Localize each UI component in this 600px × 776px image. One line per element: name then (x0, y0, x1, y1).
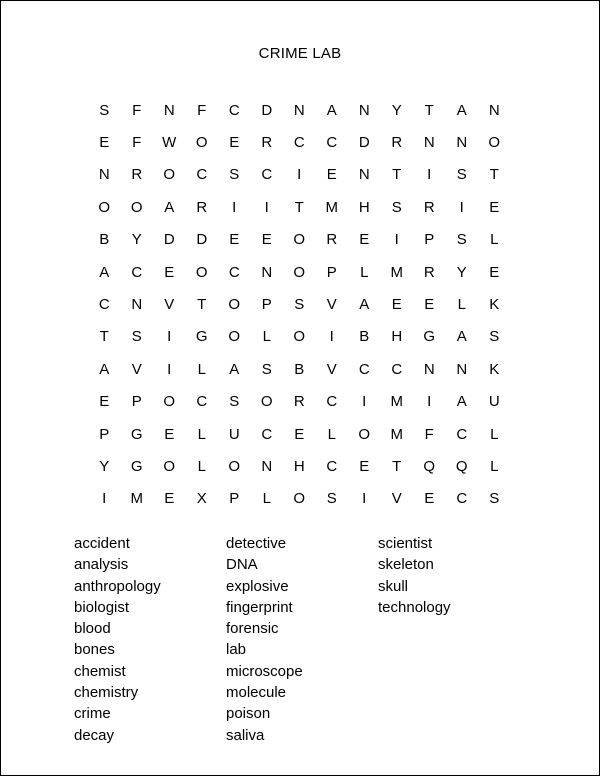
grid-letter: R (423, 198, 435, 216)
grid-letter: L (262, 328, 271, 346)
grid-letter: O (228, 457, 241, 475)
grid-letter: V (391, 490, 402, 508)
word-list-column (378, 533, 530, 746)
word-list-item: molecule (226, 684, 287, 702)
grid-letter: N (423, 360, 435, 378)
grid-letter: D (196, 231, 208, 249)
grid-letter: A (456, 101, 467, 119)
grid-letter: C (131, 263, 143, 281)
word-list-item: fingerprint (226, 598, 293, 616)
grid-letter: N (131, 296, 143, 314)
word-list-item: decay (74, 726, 115, 744)
grid-letter: E (359, 457, 370, 475)
grid-letter: W (162, 134, 177, 152)
grid-letter: E (359, 231, 370, 249)
grid-letter: C (456, 425, 468, 443)
grid-letter: A (99, 263, 110, 281)
grid-letter: D (261, 101, 273, 119)
grid-letter: R (131, 166, 143, 184)
word-list-item: technology (378, 598, 451, 616)
grid-letter: A (456, 393, 467, 411)
grid-letter: C (391, 360, 403, 378)
grid-letter: E (261, 231, 272, 249)
grid-letter: P (424, 231, 435, 249)
grid-letter: S (391, 198, 402, 216)
grid-letter: E (489, 263, 500, 281)
grid-letter: O (163, 166, 176, 184)
grid-letter: M (130, 490, 143, 508)
grid-letter: N (358, 101, 370, 119)
grid-letter: R (391, 134, 403, 152)
letter-grid (88, 94, 511, 515)
grid-letter: Y (99, 457, 110, 475)
grid-letter: H (358, 198, 370, 216)
grid-letter: N (488, 101, 500, 119)
grid-letter: I (264, 198, 269, 216)
grid-letter: N (261, 457, 273, 475)
grid-letter: S (229, 393, 240, 411)
grid-letter: K (489, 296, 500, 314)
word-list-item: blood (74, 620, 111, 638)
grid-letter: O (163, 393, 176, 411)
grid-letter: M (390, 263, 403, 281)
grid-letter: S (489, 490, 500, 508)
grid-letter: L (457, 296, 466, 314)
grid-letter: O (293, 263, 306, 281)
grid-letter: A (164, 198, 175, 216)
grid-letter: E (229, 134, 240, 152)
grid-letter: O (195, 134, 208, 152)
word-list-item: crime (74, 705, 111, 723)
grid-letter: N (358, 166, 370, 184)
grid-letter: E (99, 134, 110, 152)
grid-letter: P (99, 425, 110, 443)
grid-letter: P (229, 490, 240, 508)
grid-letter: E (99, 393, 110, 411)
word-list-item: DNA (226, 556, 258, 574)
grid-letter: E (294, 425, 305, 443)
grid-letter: L (327, 425, 336, 443)
grid-letter: V (326, 296, 337, 314)
word-list-column (74, 533, 226, 746)
grid-letter: T (424, 101, 434, 119)
grid-letter: N (423, 134, 435, 152)
grid-letter: N (98, 166, 110, 184)
grid-letter: I (362, 393, 367, 411)
word-list-item: detective (226, 535, 287, 552)
grid-letter: E (489, 198, 500, 216)
grid-letter: A (326, 101, 337, 119)
grid-letter: P (326, 263, 337, 281)
grid-letter: E (391, 296, 402, 314)
grid-letter: O (98, 198, 111, 216)
grid-letter: L (490, 425, 499, 443)
grid-letter: M (390, 393, 403, 411)
grid-letter: O (293, 231, 306, 249)
grid-letter: C (196, 393, 208, 411)
grid-letter: V (326, 360, 337, 378)
word-list-item: lab (226, 641, 247, 659)
grid-letter: R (423, 263, 435, 281)
grid-letter: C (196, 166, 208, 184)
word-list-item: microscope (226, 662, 303, 680)
grid-letter: I (297, 166, 302, 184)
grid-letter: L (197, 360, 206, 378)
grid-letter: Q (455, 457, 468, 475)
word-list-item: biologist (74, 598, 130, 616)
word-list-item: forensic (226, 620, 279, 638)
grid-letter: T (294, 198, 304, 216)
grid-letter: V (164, 296, 175, 314)
word-list-item: skeleton (378, 556, 434, 574)
grid-letter: C (326, 457, 338, 475)
grid-letter: O (228, 328, 241, 346)
grid-letter: N (261, 263, 273, 281)
grid-letter: O (195, 263, 208, 281)
grid-letter: S (456, 231, 467, 249)
grid-letter: U (228, 425, 240, 443)
grid-letter: L (490, 457, 499, 475)
grid-letter: D (358, 134, 370, 152)
grid-letter: I (362, 490, 367, 508)
grid-letter: T (99, 328, 109, 346)
grid-letter: E (326, 166, 337, 184)
grid-letter: I (232, 198, 237, 216)
grid-letter: R (326, 231, 338, 249)
word-list-item: anthropology (74, 577, 161, 595)
grid-letter: S (294, 296, 305, 314)
grid-letter: E (229, 231, 240, 249)
grid-letter: I (394, 231, 399, 249)
grid-letter: K (489, 360, 500, 378)
grid-letter: P (261, 296, 272, 314)
grid-letter: O (163, 457, 176, 475)
grid-letter: M (390, 425, 403, 443)
grid-letter: T (489, 166, 499, 184)
grid-letter: I (167, 360, 172, 378)
grid-letter: E (424, 490, 435, 508)
grid-letter: A (359, 296, 370, 314)
grid-letter: V (131, 360, 142, 378)
grid-letter: R (293, 393, 305, 411)
word-list-item: explosive (226, 577, 289, 595)
grid-letter: B (359, 328, 370, 346)
grid-letter: I (167, 328, 172, 346)
grid-letter: X (196, 490, 207, 508)
grid-letter: C (228, 101, 240, 119)
word-list-item: saliva (226, 726, 265, 744)
grid-letter: F (424, 425, 434, 443)
grid-letter: I (427, 166, 432, 184)
grid-letter: C (261, 166, 273, 184)
grid-letter: Y (131, 231, 142, 249)
grid-letter: C (456, 490, 468, 508)
grid-letter: S (229, 166, 240, 184)
grid-letter: G (130, 425, 143, 443)
grid-letter: G (423, 328, 436, 346)
grid-letter: Q (423, 457, 436, 475)
grid-letter: C (326, 134, 338, 152)
word-list-item: analysis (74, 556, 129, 574)
word-list-column (226, 533, 378, 746)
grid-letter: N (456, 360, 468, 378)
word-list (74, 533, 530, 746)
grid-letter: R (196, 198, 208, 216)
grid-letter: A (99, 360, 110, 378)
word-list-item: skull (378, 577, 409, 595)
grid-letter: D (163, 231, 175, 249)
grid-letter: Y (456, 263, 467, 281)
grid-letter: I (329, 328, 334, 346)
grid-letter: C (261, 425, 273, 443)
grid-letter: S (99, 101, 110, 119)
grid-letter: Y (391, 101, 402, 119)
grid-letter: T (392, 166, 402, 184)
word-list-item: poison (226, 705, 271, 723)
grid-letter: I (459, 198, 464, 216)
grid-letter: B (99, 231, 110, 249)
grid-letter: R (261, 134, 273, 152)
grid-letter: A (229, 360, 240, 378)
grid-letter: E (164, 425, 175, 443)
grid-letter: C (98, 296, 110, 314)
grid-letter: I (427, 393, 432, 411)
grid-letter: F (197, 101, 207, 119)
grid-letter: P (131, 393, 142, 411)
grid-letter: T (197, 296, 207, 314)
grid-letter: H (391, 328, 403, 346)
grid-letter: L (262, 490, 271, 508)
grid-letter: L (197, 425, 206, 443)
grid-letter: C (228, 263, 240, 281)
grid-letter: G (195, 328, 208, 346)
grid-letter: E (164, 263, 175, 281)
grid-letter: S (489, 328, 500, 346)
grid-letter: L (490, 231, 499, 249)
word-list-item: chemist (74, 662, 126, 680)
grid-letter: O (260, 393, 273, 411)
grid-letter: S (131, 328, 142, 346)
grid-letter: M (325, 198, 338, 216)
grid-letter: G (130, 457, 143, 475)
grid-letter: O (130, 198, 143, 216)
word-list-item: scientist (378, 535, 433, 552)
grid-letter: U (488, 393, 500, 411)
grid-letter: O (293, 490, 306, 508)
word-list-item: chemistry (74, 684, 139, 702)
grid-letter: L (197, 457, 206, 475)
grid-letter: C (358, 360, 370, 378)
grid-letter: F (132, 134, 142, 152)
grid-letter: E (164, 490, 175, 508)
grid-letter: O (358, 425, 371, 443)
grid-letter: S (261, 360, 272, 378)
page-title: CRIME LAB (258, 45, 342, 62)
grid-letter: S (456, 166, 467, 184)
word-list-item: accident (74, 535, 130, 552)
grid-letter: T (392, 457, 402, 475)
grid-letter: F (132, 101, 142, 119)
grid-letter: L (360, 263, 369, 281)
grid-letter: N (163, 101, 175, 119)
grid-letter: O (293, 328, 306, 346)
grid-letter: S (326, 490, 337, 508)
grid-letter: B (294, 360, 305, 378)
word-list-item: bones (74, 641, 115, 659)
grid-letter: C (326, 393, 338, 411)
grid-letter: I (102, 490, 107, 508)
grid-letter: N (293, 101, 305, 119)
grid-letter: H (293, 457, 305, 475)
grid-letter: A (456, 328, 467, 346)
grid-letter: O (488, 134, 501, 152)
grid-letter: N (456, 134, 468, 152)
grid-letter: C (293, 134, 305, 152)
grid-letter: O (228, 296, 241, 314)
grid-letter: E (424, 296, 435, 314)
